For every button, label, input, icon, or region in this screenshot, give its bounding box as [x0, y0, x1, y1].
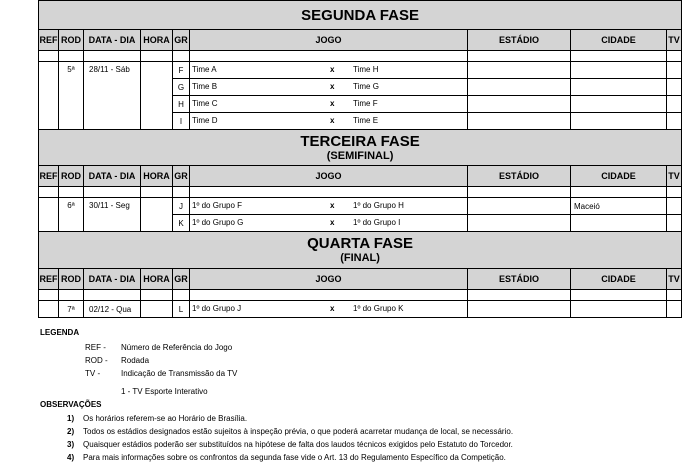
phase3-subtitle: (SEMIFINAL): [326, 149, 394, 162]
schedule-table-wrap: [38, 0, 681, 318]
phase2-header: [39, 1, 682, 30]
team-home: Time B: [192, 82, 218, 91]
cell-data: 30/11 - Seg: [84, 198, 141, 232]
legend-value: Rodada: [121, 356, 150, 365]
versus: x: [330, 218, 335, 227]
col-hora: HORA: [141, 30, 173, 51]
phase3-header: [39, 130, 682, 166]
table-row: [39, 301, 682, 318]
table-row: [39, 62, 682, 79]
versus: x: [330, 65, 335, 74]
cell-gr: L: [173, 301, 190, 318]
col-gr: GR: [173, 269, 190, 290]
col-jogo: JOGO: [190, 166, 468, 187]
col-tv: TV: [667, 30, 682, 51]
cell-cidade: [571, 62, 667, 79]
note-text: Todos os estádios designados estão sujeitos à inspeção prévia, o que poderá acarretar mudança de local, se necessário.: [83, 427, 514, 436]
legend-title: LEGENDA: [40, 328, 80, 337]
col-ref: REF: [39, 30, 59, 51]
note-number: 3): [67, 440, 75, 449]
col-cidade: CIDADE: [571, 269, 667, 290]
cell-jogo: [190, 62, 468, 79]
cell-cidade: Maceió: [571, 198, 667, 215]
table-row: [39, 198, 682, 215]
col-cidade: CIDADE: [571, 166, 667, 187]
note-number: 1): [67, 414, 75, 423]
cell-jogo: [190, 79, 468, 96]
col-hora: HORA: [141, 269, 173, 290]
col-tv: TV: [667, 166, 682, 187]
cell-jogo: [190, 301, 468, 318]
team-home: 1º do Grupo J: [192, 304, 242, 313]
team-away: 1º do Grupo I: [353, 218, 401, 227]
cell-rod: 7ª: [59, 301, 84, 318]
spacer-row: [39, 187, 682, 198]
team-away: 1º do Grupo K: [353, 304, 404, 313]
cell-jogo: [190, 215, 468, 232]
versus: x: [330, 201, 335, 210]
column-header-row: [39, 269, 682, 290]
cell-rod: 5ª: [59, 62, 84, 130]
cell-gr: K: [173, 215, 190, 232]
notes-title: OBSERVAÇÕES: [40, 400, 102, 409]
versus: x: [330, 116, 335, 125]
note-text: Para mais informações sobre os confrontos da segunda fase vide o Art. 13 do Regulamento Específico da Competição.: [83, 453, 506, 462]
col-rod: ROD: [59, 269, 84, 290]
col-estadio: ESTÁDIO: [468, 30, 571, 51]
col-tv: TV: [667, 269, 682, 290]
note-text: Os horários referem-se ao Horário de Brasília.: [83, 414, 248, 423]
col-hora: HORA: [141, 166, 173, 187]
col-data: DATA - DIA: [84, 166, 141, 187]
cell-gr: J: [173, 198, 190, 215]
team-home: 1º do Grupo G: [192, 218, 244, 227]
cell-gr: I: [173, 113, 190, 130]
schedule-table: [38, 0, 682, 318]
phase2-title: SEGUNDA FASE: [301, 6, 419, 24]
cell-gr: G: [173, 79, 190, 96]
team-away: Time F: [353, 99, 378, 108]
legend-tv-note: 1 - TV Esporte Interativo: [121, 387, 208, 396]
col-estadio: ESTÁDIO: [468, 269, 571, 290]
team-home: 1º do Grupo F: [192, 201, 243, 210]
col-jogo: JOGO: [190, 30, 468, 51]
versus: x: [330, 304, 335, 313]
phase4-title: QUARTA FASE: [307, 235, 413, 252]
cell-cidade: [571, 301, 667, 318]
col-data: DATA - DIA: [84, 30, 141, 51]
col-rod: ROD: [59, 166, 84, 187]
col-gr: GR: [173, 30, 190, 51]
cell-rod: 6ª: [59, 198, 84, 232]
spacer-row: [39, 290, 682, 301]
team-away: Time G: [353, 82, 379, 91]
team-home: Time C: [192, 99, 218, 108]
cell-jogo: [190, 113, 468, 130]
team-away: 1º do Grupo H: [353, 201, 404, 210]
legend-value: Indicação de Transmissão da TV: [121, 369, 238, 378]
cell-jogo: [190, 198, 468, 215]
col-cidade: CIDADE: [571, 30, 667, 51]
cell-jogo: [190, 96, 468, 113]
versus: x: [330, 99, 335, 108]
phase3-title: TERCEIRA FASE: [300, 132, 420, 150]
team-away: Time E: [353, 116, 379, 125]
column-header-row: [39, 30, 682, 51]
note-text: Quaisquer estádios poderão ser substituídos na hipótese de falta dos laudos técnicos exigidos pelo Estatuto do Torcedor.: [83, 440, 513, 449]
phase4-subtitle: (FINAL): [340, 252, 380, 264]
cell-data: 28/11 - Sáb: [84, 62, 141, 130]
legend-value: Número de Referência do Jogo: [121, 343, 233, 352]
team-home: Time D: [192, 116, 218, 125]
cell-gr: F: [173, 62, 190, 79]
note-number: 4): [67, 453, 75, 462]
versus: x: [330, 82, 335, 91]
note-number: 2): [67, 427, 75, 436]
col-gr: GR: [173, 166, 190, 187]
col-jogo: JOGO: [190, 269, 468, 290]
legend-key: REF -: [85, 343, 106, 352]
legend-key: ROD -: [85, 356, 108, 365]
col-ref: REF: [39, 166, 59, 187]
column-header-row: [39, 166, 682, 187]
col-rod: ROD: [59, 30, 84, 51]
spacer-row: [39, 51, 682, 62]
cell-gr: H: [173, 96, 190, 113]
phase4-header: [39, 232, 682, 269]
cell-data: 02/12 - Qua: [84, 301, 141, 318]
legend-key: TV -: [85, 369, 101, 378]
col-data: DATA - DIA: [84, 269, 141, 290]
col-ref: REF: [39, 269, 59, 290]
team-away: Time H: [353, 65, 379, 74]
team-home: Time A: [192, 65, 217, 74]
col-estadio: ESTÁDIO: [468, 166, 571, 187]
